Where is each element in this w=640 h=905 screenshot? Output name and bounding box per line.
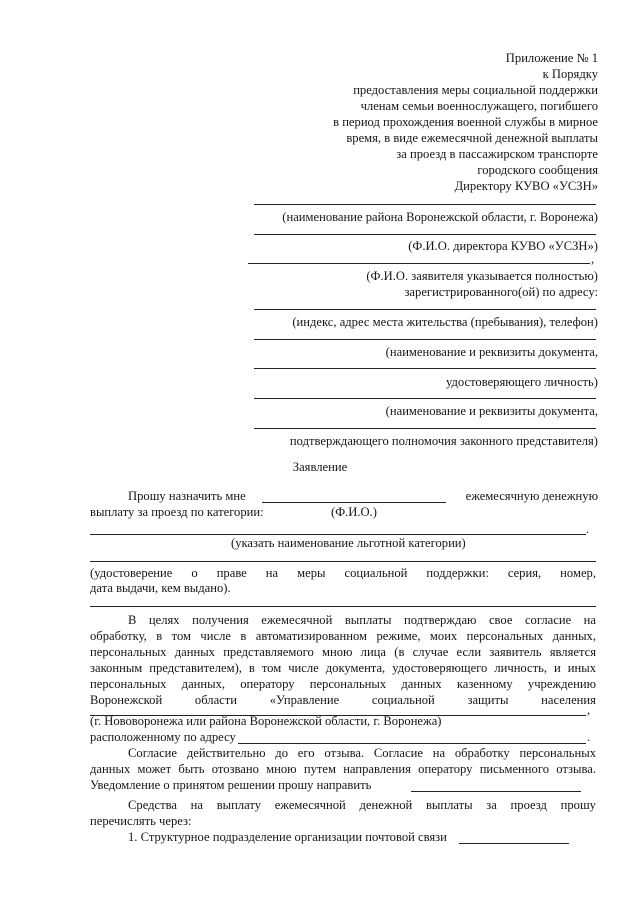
representative-doc-caption-2: подтверждающего полномочия законного представителя) [289,434,598,448]
request-start: Прошу назначить мне [128,489,246,503]
located-label: расположенному по адресу [90,730,236,744]
category-caption: (указать наименование льготной категории) [231,536,466,550]
cert-word: праве [216,566,247,580]
certificate-caption-line [90,567,596,580]
funds-word: проезд [510,798,547,812]
director-caption: (Ф.И.О. директора КУВО «УСЗН») [408,239,598,253]
fio-caption: (Ф.И.О.) [331,505,377,519]
validity-line-2: данных может быть отозвано мною путем направления оператору письменного отзыва. [90,762,596,776]
funds-word: выплату [216,798,262,812]
consent-line-6 [90,694,596,707]
funds-word: денежной [359,798,413,812]
certificate-field-line[interactable] [90,561,596,562]
consent-line-4: законным представителем), в том числе документа, удостоверяющего личность, и иных [90,661,596,675]
identity-doc-caption-2: удостоверяющего личность) [445,375,598,389]
director-field-line[interactable] [254,234,596,235]
validity-line-1: Согласие действительно до его отзыва. Согласие на обработку персональных [128,746,596,760]
consent-word: «Управление [269,693,340,707]
applicant-comma: , [591,252,595,266]
category-field-line[interactable] [90,534,586,535]
cert-word: о [191,566,198,580]
cert-word: номер, [560,566,596,580]
appendix-number: Приложение № 1 [505,51,598,65]
consent-word: социальной [371,693,435,707]
registered-label: зарегистрированного(ой) по адресу: [404,285,598,299]
application-title: Заявление [292,460,348,474]
funds-word: выплаты [425,798,473,812]
operator-address-period: . [587,730,591,744]
cert-word: социальной [344,566,408,580]
applicant-fio-field-line[interactable] [262,502,446,503]
funds-line-1 [128,799,596,812]
notice-label: Уведомление о принятом решении прошу направить [90,778,372,792]
request-line-2: выплату за проезд по категории: [90,505,264,519]
addressee-line: Директору КУВО «УСЗН» [454,179,598,193]
header-line-5: в период прохождения военной службы в мирное [333,115,598,129]
consent-line-5: персональных данных, оператору персональных данных казенному учреждению [90,677,596,691]
representative-doc-field-line[interactable] [254,398,596,399]
funds-word: ежемесячной [274,798,346,812]
header-line-6: время, в виде ежемесячной денежной выплаты [346,131,598,145]
cert-word: меры [297,566,326,580]
city-caption: (г. Нововоронежа или района Воронежской области, г. Воронежа) [90,714,442,728]
category-period: . [586,522,590,536]
representative-doc-field-line-2[interactable] [254,428,596,429]
consent-word: защиты [467,693,509,707]
address-field-line[interactable] [254,309,596,310]
funds-word: Средства [128,798,177,812]
certificate-field-line-2[interactable] [90,606,596,607]
operator-address-field-line[interactable] [238,743,586,744]
notice-method-field-line[interactable] [411,791,581,792]
cert-word: (удостоверение [90,566,173,580]
header-line-3: предоставления меры социальной поддержки [353,83,598,97]
district-field-line[interactable] [254,204,596,205]
address-caption: (индекс, адрес места жительства (пребывания), телефон) [292,315,598,329]
request-end: ежемесячную денежную [465,489,598,503]
funds-word: на [190,798,204,812]
cert-word: серия, [507,566,542,580]
header-line-8: городского сообщения [477,163,598,177]
district-caption: (наименование района Воронежской области, г. Воронежа) [282,210,598,224]
identity-doc-field-line-2[interactable] [254,368,596,369]
consent-word: области [194,693,238,707]
cert-word: на [265,566,279,580]
consent-word: Воронежской [90,693,163,707]
applicant-caption: (Ф.И.О. заявителя указывается полностью) [366,269,598,283]
identity-doc-field-line[interactable] [254,339,596,340]
consent-word: населения [541,693,596,707]
header-line-7: за проезд в пассажирском транспорте [396,147,598,161]
payment-option-post: 1. Структурное подразделение организации почтовой связи [128,830,447,844]
funds-line-2: перечислять через: [90,814,192,828]
consent-line-2: обработку, в том числе в автоматизированном режиме, моих персональных данных, [90,629,596,643]
representative-doc-caption: (наименование и реквизиты документа, [385,404,598,418]
identity-doc-caption: (наименование и реквизиты документа, [385,345,598,359]
post-office-field-line[interactable] [459,843,569,844]
authority-comma: , [587,703,591,717]
header-line-2: к Порядку [542,67,598,81]
header-line-4: членам семьи военнослужащего, погибшего [360,99,598,113]
applicant-name-field-line[interactable] [248,263,590,264]
cert-word: поддержки: [426,566,489,580]
consent-line-1: В целях получения ежемесячной выплаты подтверждаю свое согласие на [128,613,596,627]
funds-word: за [486,798,497,812]
certificate-caption-line-2: дата выдачи, кем выдано). [90,581,231,595]
funds-word: прошу [560,798,596,812]
consent-line-3: персональных данных представляемого мною лица (в случае если заявитель является [90,645,596,659]
